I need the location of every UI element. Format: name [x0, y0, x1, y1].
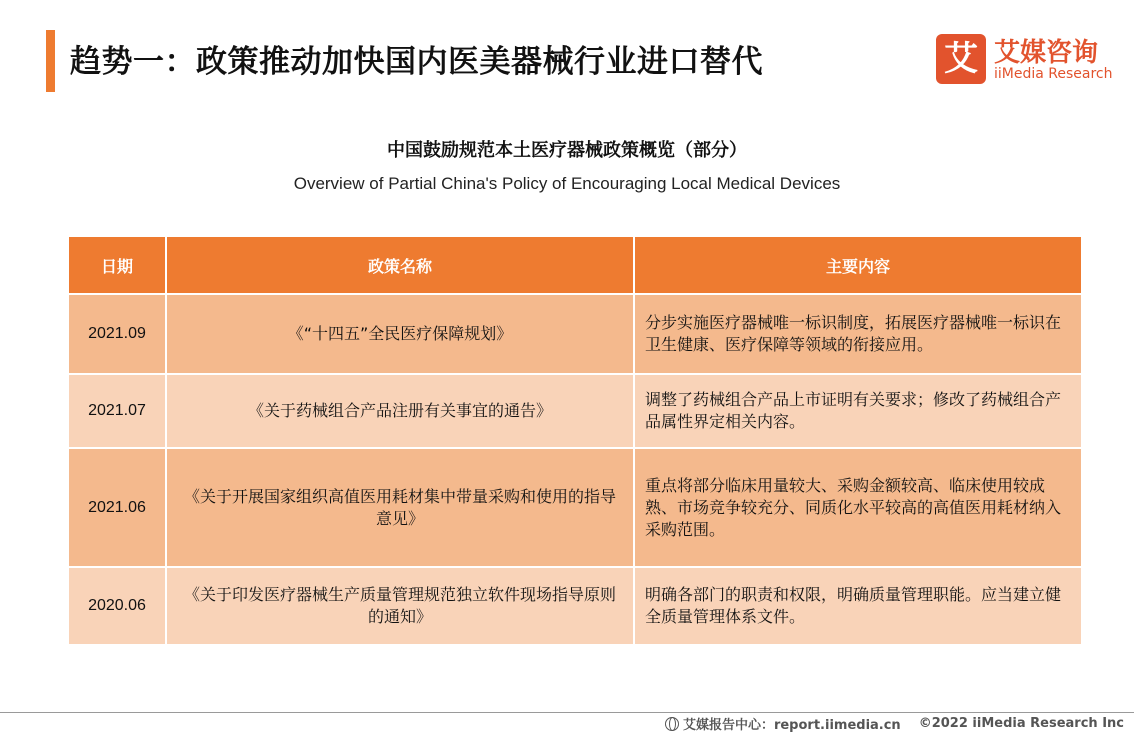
row-date: 2021.06	[69, 448, 166, 567]
row-date: 2020.06	[69, 567, 166, 645]
logo-icon: 艾	[936, 34, 986, 84]
footer-copyright: ©2022 iiMedia Research Inc	[918, 716, 1124, 731]
table-row	[69, 567, 1081, 645]
row-date: 2021.07	[69, 374, 166, 448]
header-policy-name: 政策名称	[166, 237, 634, 294]
table-row	[69, 374, 1081, 448]
title-accent-bar	[46, 30, 55, 92]
header-main-content: 主要内容	[634, 237, 1081, 294]
footer-divider	[0, 712, 1134, 713]
row-date: 2021.09	[69, 294, 166, 374]
row-policy-name: 《关于印发医疗器械生产质量管理规范独立软件现场指导原则的通知》	[166, 567, 634, 645]
policy-table	[69, 237, 1081, 646]
brand-logo	[936, 34, 1116, 86]
footer-source: 艾媒报告中心：report.iimedia.cn	[682, 718, 901, 733]
footer	[665, 714, 1124, 733]
row-policy-name: 《“十四五”全民医疗保障规划》	[166, 294, 634, 374]
table-title-en: Overview of Partial China's Policy of Encouraging Local Medical Devices	[293, 174, 841, 193]
row-main-content: 重点将部分临床用量较大、采购金额较高、临床使用较成熟、市场竞争较充分、同质化水平较高的高值医用耗材纳入采购范围。	[634, 448, 1081, 567]
page-title: 趋势一：政策推动加快国内医美器械行业进口替代	[70, 44, 763, 80]
logo-text-cn: 艾媒咨询	[994, 38, 1099, 68]
table-row	[69, 448, 1081, 567]
table-header-row	[69, 237, 1081, 294]
table-row	[69, 294, 1081, 374]
row-policy-name: 《关于开展国家组织高值医用耗材集中带量采购和使用的指导意见》	[166, 448, 634, 567]
row-main-content: 调整了药械组合产品上市证明有关要求；修改了药械组合产品属性界定相关内容。	[634, 374, 1081, 448]
table-title-cn: 中国鼓励规范本土医疗器械政策概览（部分）	[387, 140, 747, 161]
row-main-content: 分步实施医疗器械唯一标识制度，拓展医疗器械唯一标识在卫生健康、医疗保障等领域的衔接应用。	[634, 294, 1081, 374]
header-date: 日期	[69, 237, 166, 294]
globe-icon	[665, 717, 679, 731]
logo-text-en: iiMedia Research	[994, 66, 1113, 82]
row-main-content: 明确各部门的职责和权限，明确质量管理职能。应当建立健全质量管理体系文件。	[634, 567, 1081, 645]
row-policy-name: 《关于药械组合产品注册有关事宜的通告》	[166, 374, 634, 448]
